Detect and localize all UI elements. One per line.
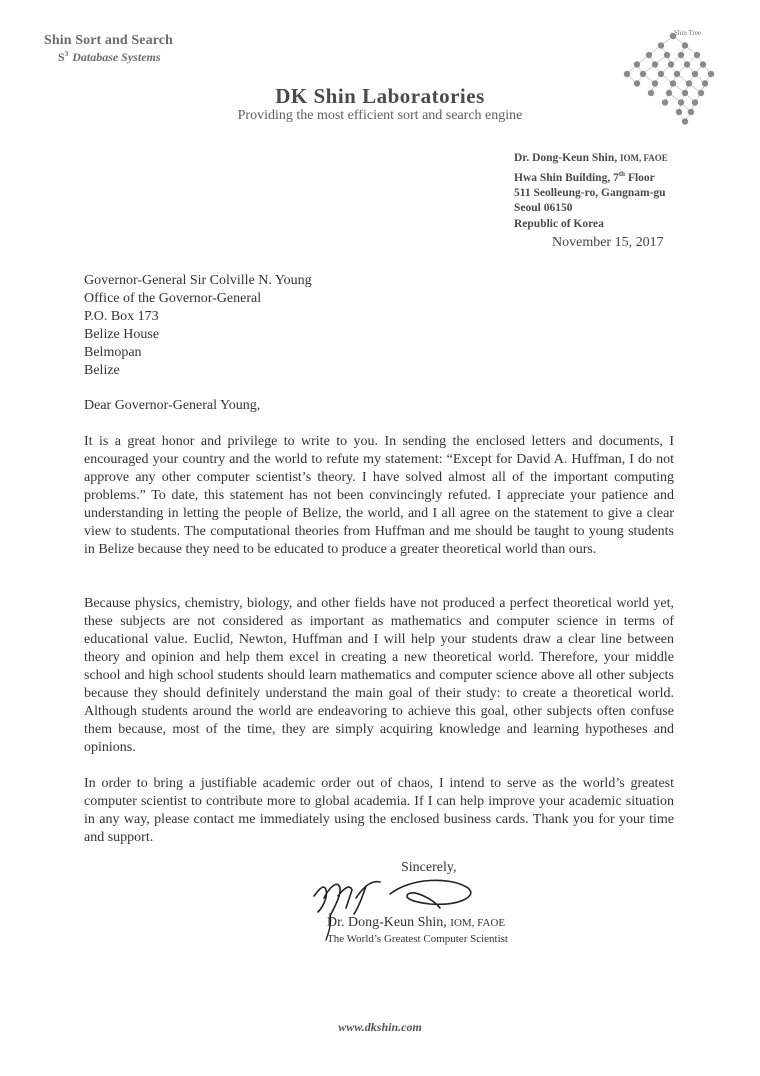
body-paragraph-1: It is a great honor and privilege to write to you. In sending the enclosed letters and documents, I encouraged your country and the world to refute my statement: “Except for David A. Huffman, I do not approve any other computer scientist’s theory. I have solved almost all of the important computing problems.” To date, this statement has not been convincingly refuted. I appreciate your patience and understanding in letting the people of Belize, the world, and I all agree on the statement to give a clear view to students. The computational theories from Huffman and me should be taught to young students in Belize because they need to be educated to produce a greater theoretical world than ours. bbox=[84, 434, 674, 557]
recipient-address bbox=[84, 272, 312, 380]
body-paragraph-2: Because physics, chemistry, biology, and other fields have not produced a perfect theoretical world yet, these subjects are not considered as important as mathematics and computer science in terms of educational value. Euclid, Newton, Huffman and I will help your students draw a clear line between theory and opinion and help them excel in creating a new theoretical world. Therefore, your middle school and high school students should learn mathematics and computer science above all other subjects because they should definitely understand the main goal of their study: to create a theoretical world. Although students around the world are endeavoring to achieve this goal, other subjects often confuse them because, most of the time, they are simply acquiring knowledge and learning hypotheses and opinions. bbox=[84, 596, 674, 755]
logo-dot bbox=[678, 52, 684, 58]
recipient-line: Belmopan bbox=[84, 345, 142, 360]
logo-dot bbox=[684, 61, 690, 67]
footer-website: www.dkshin.com bbox=[338, 1020, 422, 1034]
letter-date: November 15, 2017 bbox=[552, 235, 664, 250]
brand-sub-prefix: $S^3$ bbox=[58, 50, 69, 64]
sender-city-line: Seoul 06150 bbox=[514, 202, 573, 215]
recipient-line: Belize bbox=[84, 363, 120, 378]
sender-name-line: Dr. Dong-Keun Shin, IOM, FAOE bbox=[514, 152, 668, 164]
brand-name: Shin Sort and Search bbox=[44, 33, 173, 48]
salutation: Dear Governor-General Young, bbox=[84, 398, 261, 413]
lab-tagline: Providing the most efficient sort and search engine bbox=[237, 108, 523, 123]
logo-dot bbox=[708, 71, 714, 77]
logo-dot bbox=[694, 52, 700, 58]
logo-dot bbox=[674, 71, 680, 77]
logo-dot bbox=[668, 61, 674, 67]
logo-dot bbox=[658, 71, 664, 77]
logo-dot bbox=[634, 61, 640, 67]
logo-dot bbox=[658, 42, 664, 48]
signer-name: Dr. Dong-Keun Shin, IOM, FAOE bbox=[327, 915, 506, 930]
sender-address bbox=[514, 151, 668, 232]
brand-sub-rest: Database Systems bbox=[72, 50, 161, 64]
logo-dot bbox=[624, 71, 630, 77]
logo-dot bbox=[640, 71, 646, 77]
valediction: Sincerely, bbox=[401, 860, 457, 875]
recipient-line: P.O. Box 173 bbox=[84, 309, 159, 324]
logo-dot bbox=[664, 52, 670, 58]
logo-dot bbox=[646, 52, 652, 58]
logo-dot bbox=[692, 71, 698, 77]
lab-title: DK Shin Laboratories bbox=[275, 84, 485, 108]
logo-label: Shin Tree bbox=[674, 29, 702, 37]
logo-dot bbox=[700, 61, 706, 67]
recipient-line: Governor-General Sir Colville N. Young bbox=[84, 273, 312, 288]
logo-dot bbox=[682, 42, 688, 48]
recipient-line: Office of the Governor-General bbox=[84, 291, 262, 306]
recipient-line: Belize House bbox=[84, 327, 160, 342]
sender-street-line: 511 Seolleung-ro, Gangnam-gu bbox=[514, 186, 666, 199]
sender-building-line: Hwa Shin Building, 7th Floor bbox=[514, 169, 655, 184]
sender-country-line: Republic of Korea bbox=[514, 217, 604, 230]
logo-dot bbox=[652, 61, 658, 67]
body-paragraph-3: In order to bring a justifiable academic order out of chaos, I intend to serve as the world’s greatest computer scientist to contribute more to global academia. If I can help improve your academic situation in any way, please contact me immediately using the enclosed business cards. Thank you for your time and support. bbox=[84, 776, 674, 845]
brand-subtitle bbox=[58, 50, 161, 65]
signer-title: The World’s Greatest Computer Scientist bbox=[327, 933, 508, 945]
